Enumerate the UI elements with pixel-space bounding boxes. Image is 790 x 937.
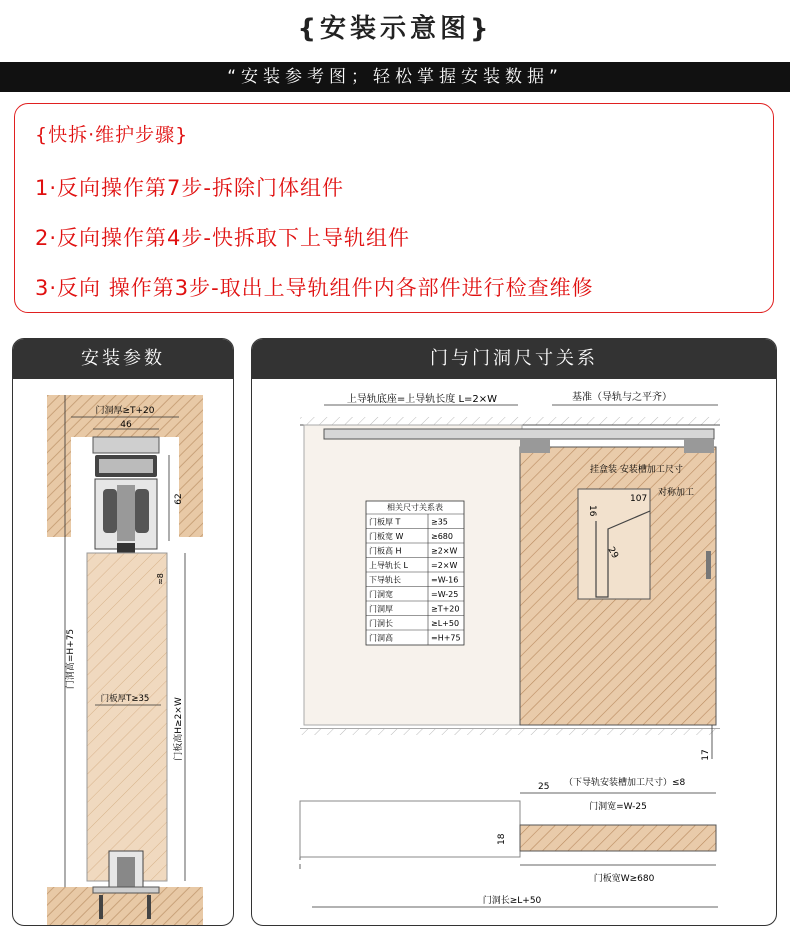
- steps-heading: {快拆·维护步骤}: [35, 124, 189, 146]
- door-hole-height-label: 门洞高=H+75: [66, 628, 76, 690]
- door-dimension-panel: [251, 338, 777, 926]
- table-cell-value: ≥680: [431, 532, 453, 541]
- table-cell-value: ≥T+20: [431, 604, 460, 614]
- section-drawing: [13, 339, 234, 926]
- table-cell-name: 门洞厚: [369, 604, 393, 614]
- dim-46-label: 46: [120, 420, 132, 430]
- door-thickness-label: 门板厚T≥35: [100, 694, 150, 704]
- door-hole-thickness-label: 门洞厚≥T+20: [95, 406, 155, 416]
- hole-width-label: 门洞宽=W-25: [589, 802, 647, 812]
- rail-base-label: 上导轨底座=上导轨长度 L=2×W: [346, 394, 498, 405]
- subtitle-banner: “安装参考图；轻松掌握安装数据”: [0, 62, 790, 92]
- dim-62-label: 62: [174, 493, 184, 505]
- table-cell-value: =2×W: [431, 561, 458, 570]
- table-cell-name: 门板厚 T: [369, 517, 401, 527]
- dim-17-label: 17: [701, 749, 711, 761]
- dimension-table: [366, 501, 464, 645]
- table-cell-value: =W-16: [431, 575, 459, 585]
- lower-rail-slot-label: （下导轨安装槽加工尺寸）≤8: [564, 778, 686, 788]
- step-2: 2·反向操作第4步-快拆取下上导轨组件: [35, 226, 410, 250]
- table-cell-name: 下导轨长: [369, 575, 401, 585]
- table-cell-name: 门洞长: [369, 619, 393, 628]
- table-title: 相关尺寸关系表: [387, 503, 443, 512]
- dim-18-label: 18: [497, 833, 507, 845]
- maintenance-steps-box: [14, 103, 774, 313]
- table-cell-name: 门板高 H: [369, 546, 402, 556]
- table-cell-name: 上导轨长 L: [369, 561, 408, 570]
- door-panel-plan: [520, 825, 716, 851]
- hole-length-label: 门洞长≥L+50: [482, 896, 542, 906]
- table-cell-value: =W-25: [431, 590, 459, 599]
- elevation-drawing: [252, 339, 777, 926]
- table-cell-value: =H+75: [431, 633, 461, 643]
- door-dimension-header: 门与门洞尺寸关系: [252, 339, 776, 379]
- dim-8-label: ≈8: [156, 573, 165, 585]
- dim-16-label: 16: [587, 505, 597, 517]
- door-panel: [87, 553, 167, 881]
- table-cell-name: 门洞宽: [369, 590, 393, 599]
- install-params-header: 安装参数: [13, 339, 233, 379]
- install-params-panel: [12, 338, 234, 926]
- table-cell-value: ≥35: [431, 517, 448, 527]
- table-cell-name: 门洞高: [369, 633, 393, 643]
- step-1: 1·反向操作第7步-拆除门体组件: [35, 176, 344, 200]
- symmetric-label: 对称加工: [658, 488, 695, 498]
- datum-label: 基准（导轨与之平齐）: [572, 392, 672, 403]
- table-cell-name: 门板宽 W: [369, 532, 404, 541]
- table-cell-value: ≥L+50: [431, 619, 460, 628]
- dim-107-label: 107: [630, 494, 648, 504]
- dim-29-label: 29: [605, 545, 620, 561]
- slot-size-label: 挂盒装 安装槽加工尺寸: [590, 465, 683, 475]
- door-height-label: 门板高H≥2×W: [174, 697, 184, 761]
- step-3: 3·反向 操作第3步-取出上导轨组件内各部件进行检查维修: [35, 276, 594, 300]
- dim-25-label: 25: [538, 782, 550, 792]
- table-cell-value: ≥2×W: [431, 546, 458, 556]
- door-width-label: 门板宽W≥680: [593, 874, 655, 884]
- page-title: {安装示意图}: [297, 14, 493, 44]
